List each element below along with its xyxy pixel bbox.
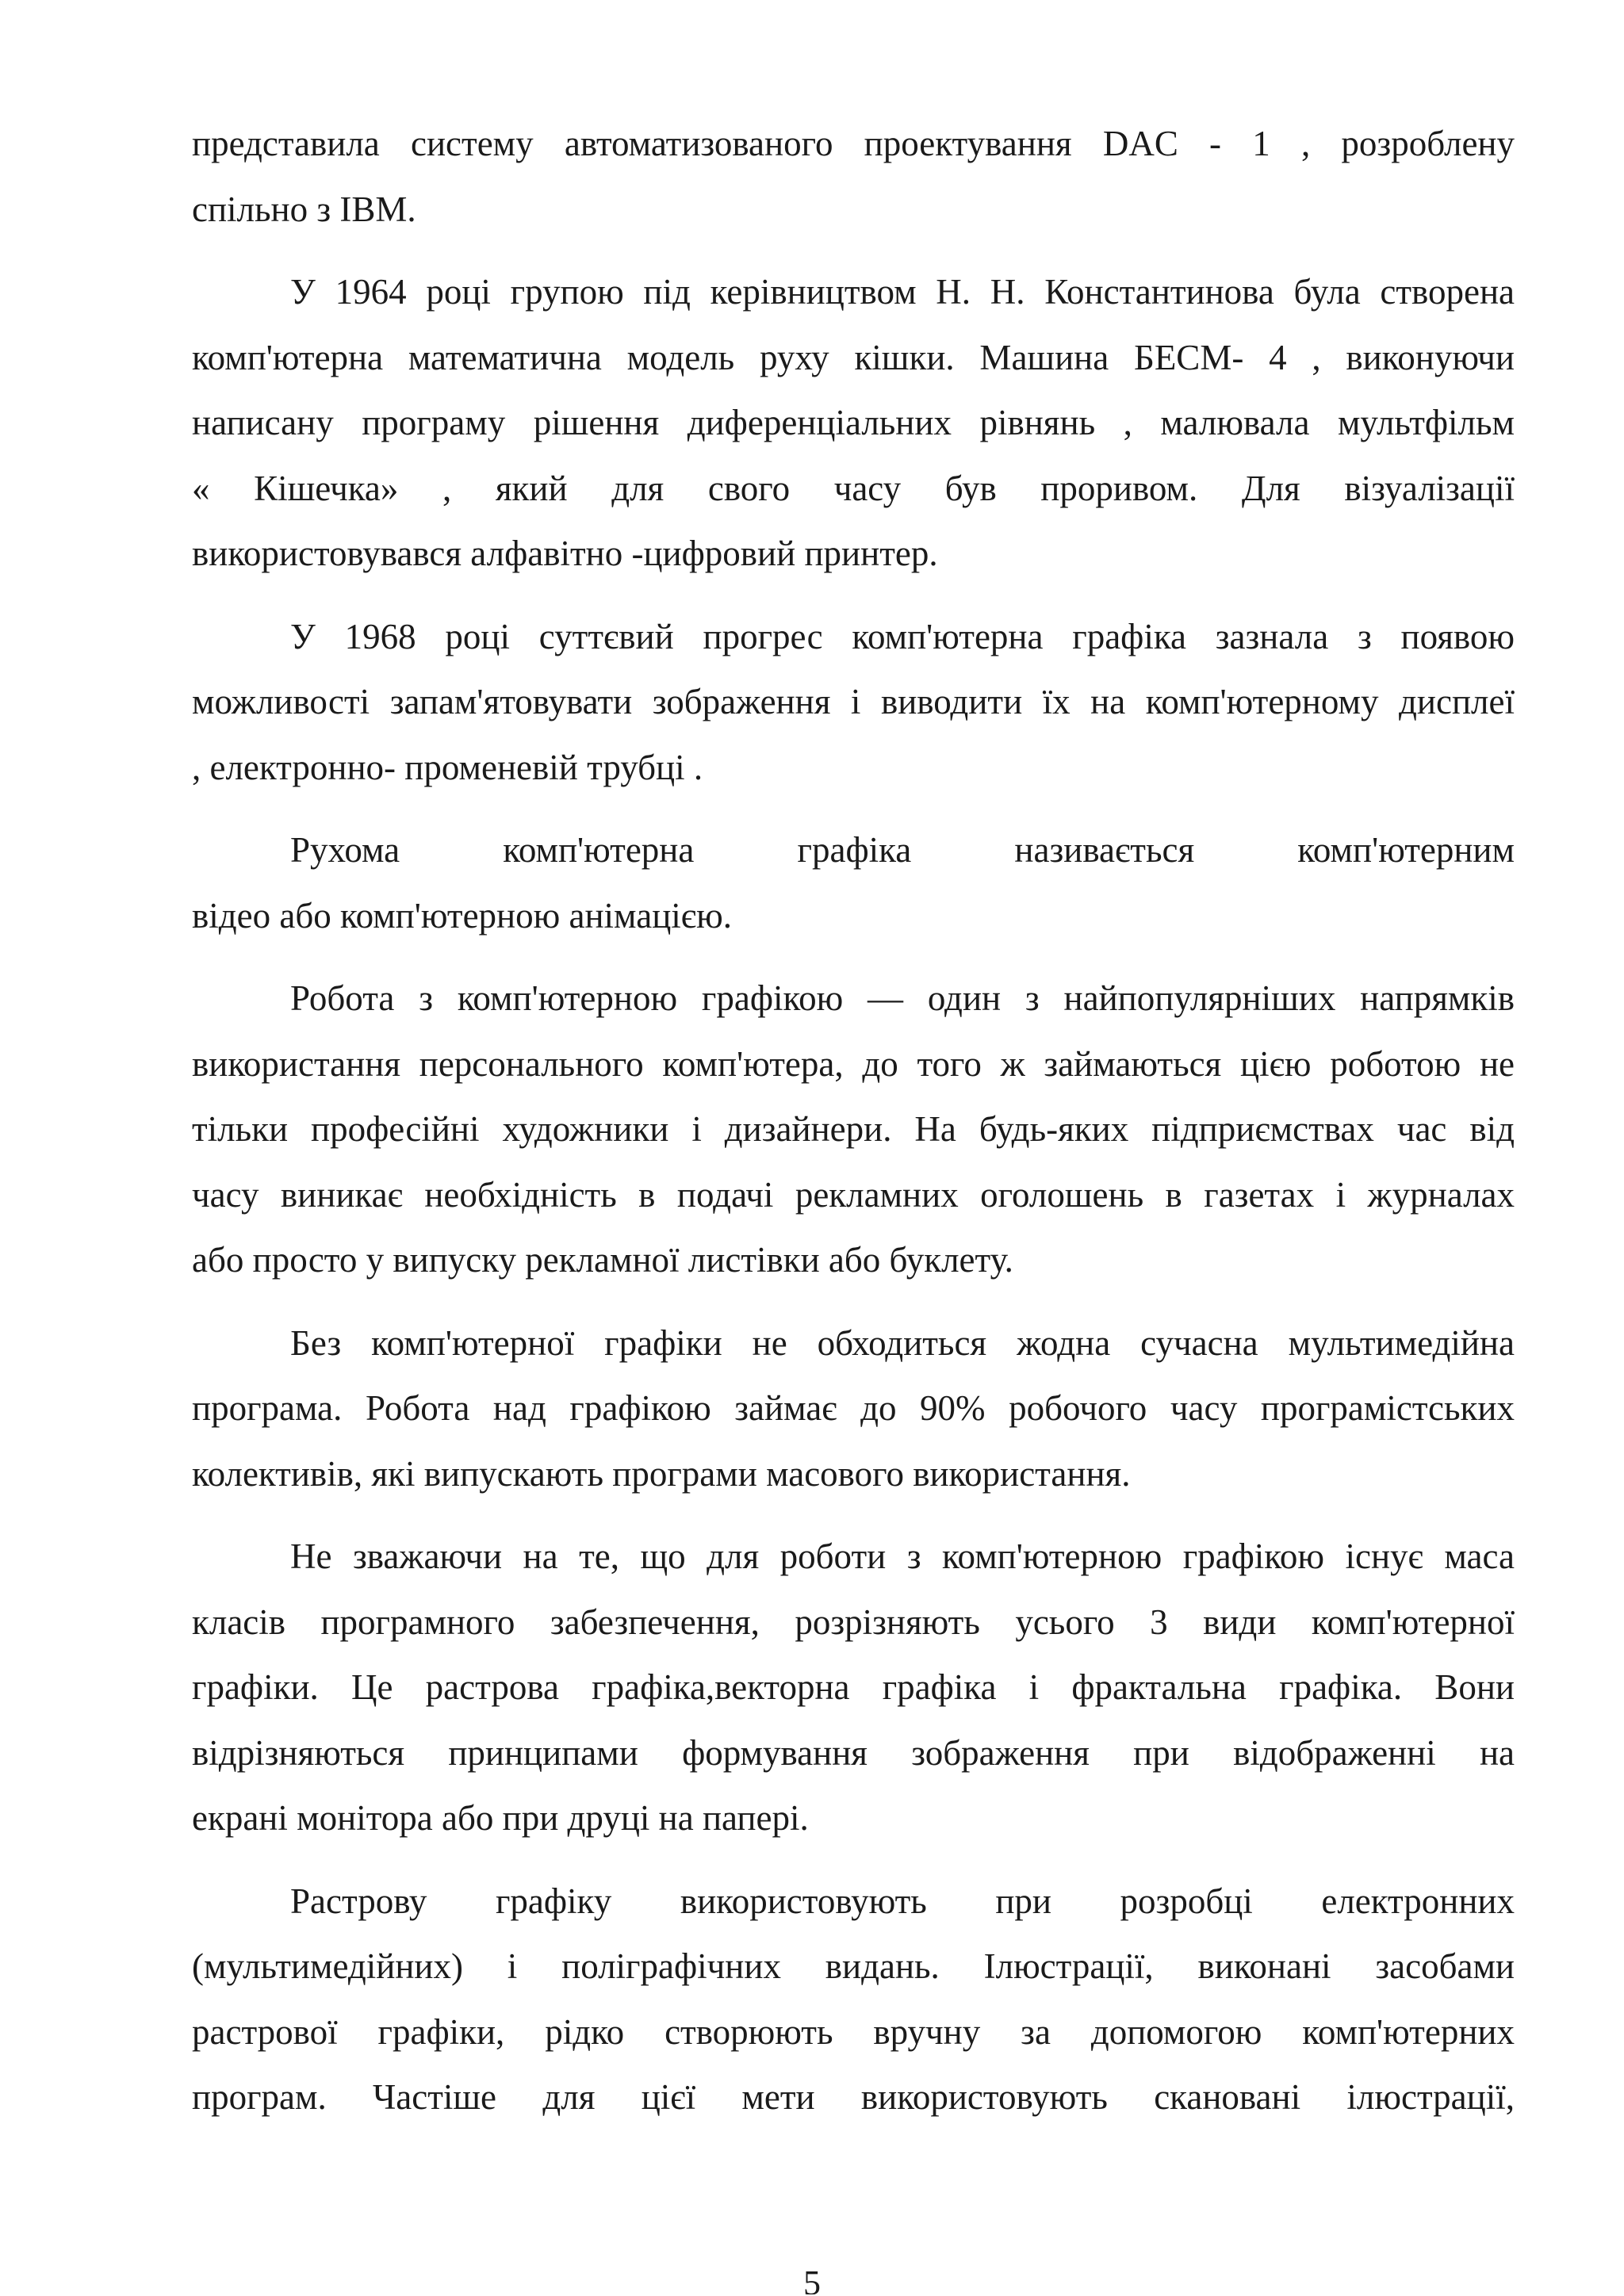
text-line: Робота з комп'ютерною графікою — один з найпопулярніших напрямків bbox=[290, 978, 1515, 1018]
text-line: екрані монітора або при друці на папері. bbox=[192, 1798, 809, 1838]
paragraph bbox=[192, 111, 1515, 242]
text-line: часу виникає необхідність в подачі рекламних оголошень в газетах і журналах bbox=[192, 1174, 1515, 1215]
text-line: « Кішечка» , який для свого часу був проривом. Для візуалізації bbox=[192, 468, 1515, 508]
text-line: використання персонального комп'ютера, до того ж займаються цією роботою не bbox=[192, 1043, 1515, 1084]
paragraph bbox=[192, 1869, 1515, 2130]
text-line: Без комп'ютерної графіки не обходиться жодна сучасна мультимедійна bbox=[290, 1322, 1515, 1363]
document-body bbox=[192, 111, 1515, 2148]
text-line: Не зважаючи на те, що для роботи з комп'ютерною графікою існує маса bbox=[290, 1536, 1515, 1576]
paragraph bbox=[192, 817, 1515, 948]
text-line: (мультимедійних) і поліграфічних видань. Ілюстрації, виконані засобами bbox=[192, 1946, 1515, 1986]
paragraph bbox=[192, 259, 1515, 587]
text-line: або просто у випуску рекламної листівки або буклету. bbox=[192, 1240, 1013, 1280]
text-line: тільки професійні художники і дизайнери. На будь-яких підприємствах час від bbox=[192, 1109, 1515, 1149]
text-line: класів програмного забезпечення, розрізняють усього 3 види комп'ютерної bbox=[192, 1601, 1515, 1642]
text-line: , електронно- променевій трубці . bbox=[192, 747, 703, 787]
paragraph bbox=[192, 966, 1515, 1293]
text-line: комп'ютерна математична модель руху кішки. Машина БЕСМ- 4 , виконуючи bbox=[192, 337, 1515, 377]
text-line: У 1964 році групою під керівництвом Н. Н. Константинова була створена bbox=[290, 272, 1515, 312]
text-line: Рухома комп'ютерна графіка називається комп'ютерним bbox=[290, 830, 1515, 870]
text-line: графіки. Це растрова графіка,векторна графіка і фрактальна графіка. Вони bbox=[192, 1667, 1515, 1707]
text-line: можливості запам'ятовувати зображення і виводити їх на комп'ютерному дисплеї bbox=[192, 682, 1515, 721]
text-line: растрової графіки, рідко створюють вручну за допомогою комп'ютерних bbox=[192, 2011, 1515, 2052]
text-line: Растрову графіку використовують при розробці електронних bbox=[290, 1881, 1515, 1921]
text-line: відрізняються принципами формування зображення при відображенні на bbox=[192, 1732, 1515, 1773]
text-line: використовувався алфавітно -цифровий принтер. bbox=[192, 534, 938, 573]
text-line: представила системy автоматизованого проектування DAC - 1 , розроблену bbox=[192, 124, 1515, 163]
page-number: 5 bbox=[803, 2266, 821, 2294]
paragraph bbox=[192, 604, 1515, 801]
text-line: програма. Робота над графікою займає до 90% робочого часу програмістських bbox=[192, 1388, 1515, 1428]
text-line: програм. Частіше для цієї мети використовують скановані ілюстрації, bbox=[192, 2077, 1515, 2117]
text-line: відео або комп'ютерною анімацією. bbox=[192, 895, 732, 936]
text-line: спільно з IBM. bbox=[192, 189, 416, 229]
paragraph bbox=[192, 1311, 1515, 1507]
text-line: колективів, які випускають програми масового використання. bbox=[192, 1453, 1131, 1494]
text-line: У 1968 році суттєвий прогрес комп'ютерна графіка зазнала з появою bbox=[290, 616, 1515, 656]
text-line: написану програму рішення диференціальних рівнянь , малювала мультфільм bbox=[192, 403, 1515, 442]
paragraph bbox=[192, 1524, 1515, 1851]
